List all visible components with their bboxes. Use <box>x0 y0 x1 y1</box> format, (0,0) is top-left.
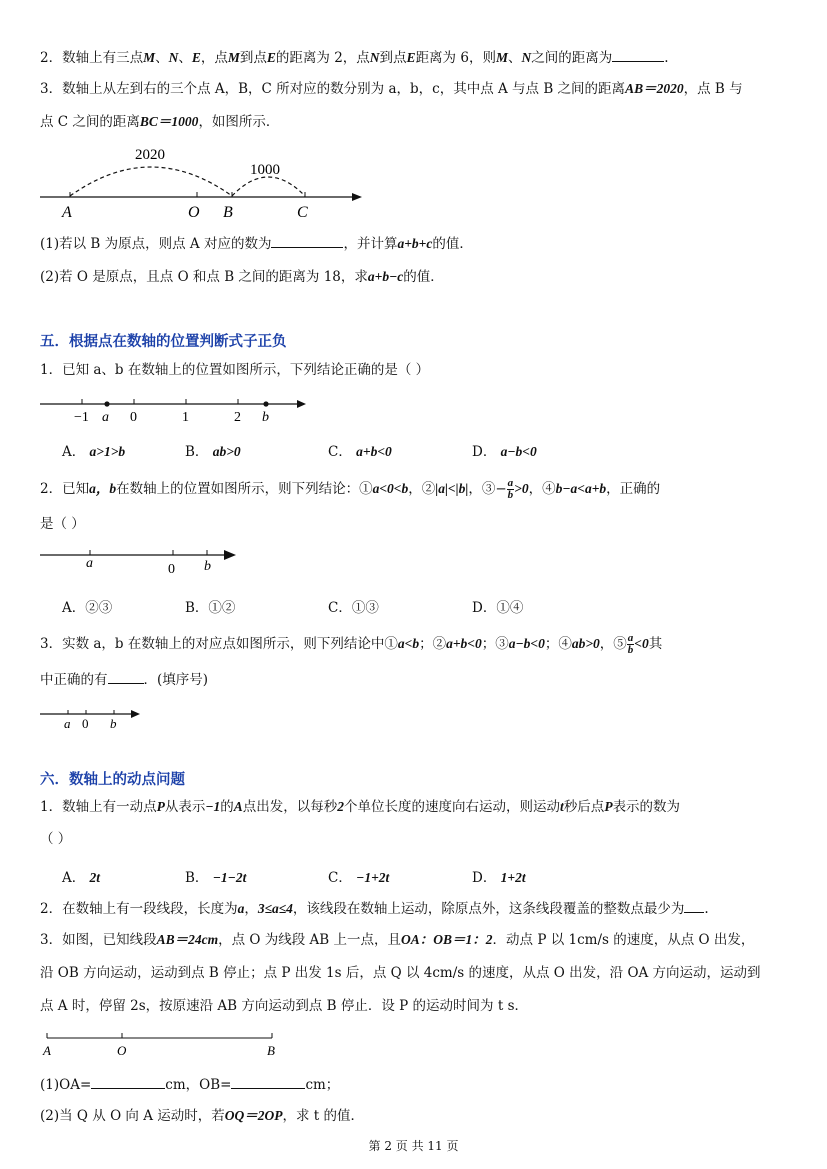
math: OQ＝2OP <box>224 1108 283 1123</box>
text: 距离为 6，则 <box>415 50 496 66</box>
number-line-figure-q2 <box>0 545 260 579</box>
s4-q2 <box>40 49 669 66</box>
point-b <box>263 401 268 406</box>
point-label: O <box>188 204 200 220</box>
s5-q2-option-b[interactable]: B．①② <box>185 600 236 616</box>
text: 在数轴上的位置如图所示，则下列结论： <box>116 481 360 497</box>
s6-q1-line2: （ ） <box>40 831 72 847</box>
math: BC＝1000 <box>139 114 199 129</box>
math: N <box>369 50 380 65</box>
tick-label: b <box>204 559 211 574</box>
math: a+b−c <box>367 269 404 284</box>
math: N <box>521 50 532 65</box>
tick-label: 0 <box>130 410 137 425</box>
text: ，④ <box>528 481 556 497</box>
text: 3．如图，已知线段 <box>40 932 157 948</box>
tick-label: 1 <box>182 410 189 425</box>
s5-q2-option-a[interactable]: A．②③ <box>62 600 113 616</box>
s5-q3-line2 <box>40 671 208 688</box>
text: (1)若以 B 为原点，则点 A 对应的数为 <box>40 236 272 252</box>
math: |a|<|b| <box>435 481 469 496</box>
text: D． <box>472 870 497 886</box>
math: a>1>b <box>89 444 126 459</box>
s4-q3-line1 <box>40 81 743 97</box>
text: 2．数轴上有三点 <box>40 50 144 66</box>
math: M <box>227 50 240 65</box>
text: 3．实数 a，b 在数轴上的对应点如图所示，则下列结论中① <box>40 636 398 652</box>
point-label: B <box>223 204 233 220</box>
tick-label: a <box>86 556 93 571</box>
text: ，点 O 为线段 AB 上一点，且 <box>218 932 402 948</box>
s6-q3-line1 <box>40 932 754 948</box>
text: (1)OA= <box>40 1077 92 1093</box>
answer-blank[interactable] <box>91 1076 165 1089</box>
text: cm，OB= <box>165 1077 232 1093</box>
text: 个单位长度的速度向右运动，则运动 <box>344 799 561 815</box>
text: (2)当 Q 从 O 向 A 运动时，若 <box>40 1108 225 1124</box>
answer-blank[interactable] <box>108 671 144 684</box>
text: ，如图所示． <box>198 114 280 130</box>
text: C． <box>328 444 352 460</box>
math: M <box>495 50 508 65</box>
math: AB＝24cm <box>156 932 219 947</box>
s5-q3-stem <box>40 633 662 656</box>
s5-q2-option-c[interactable]: C．①③ <box>328 600 379 616</box>
s6-q1-stem <box>40 799 680 815</box>
text: ，点 B 与 <box>683 81 743 97</box>
text: cm； <box>305 1077 340 1093</box>
s6-q1-option-d[interactable] <box>472 866 526 886</box>
point-label: B <box>267 1043 275 1058</box>
tick-label: b <box>262 410 269 425</box>
tick-label: 0 <box>82 716 89 731</box>
text: 秒后点 <box>563 799 605 815</box>
text: 、 <box>155 50 169 66</box>
tick-label: 0 <box>168 562 175 577</box>
text: (2)若 O 是原点，且点 O 和点 B 之间的距离为 18，求 <box>40 269 368 285</box>
text: ，③− <box>468 481 507 497</box>
text: A． <box>62 870 86 886</box>
text: 2．已知 <box>40 481 90 497</box>
arc-ab <box>70 167 232 196</box>
text: ，正确的 <box>606 481 661 497</box>
text: 的值． <box>432 236 473 252</box>
math: E <box>191 50 201 65</box>
s6-q1-option-c[interactable] <box>328 866 389 886</box>
text: ，⑤ <box>599 636 627 652</box>
page-footer: 第 2 页 共 11 页 <box>368 1139 459 1153</box>
math: a<0<b <box>372 481 409 496</box>
math: ab>0 <box>212 444 241 459</box>
text: 点 C 之间的距离 <box>40 114 140 130</box>
axis-arrow-icon <box>352 193 362 201</box>
text: 表示的数为 <box>612 799 681 815</box>
text: . <box>664 50 669 66</box>
s6-q2-stem <box>40 900 709 917</box>
math: A <box>233 799 243 814</box>
math: 1+2t <box>500 870 526 885</box>
point-label: C <box>297 204 308 220</box>
text: ；③ <box>481 636 509 652</box>
section-6-title: 六．数轴上的动点问题 <box>40 772 185 788</box>
s5-q2-line2: 是（ ） <box>40 516 85 532</box>
text: ，该线段在数轴上运动，除原点外，这条线段覆盖的整数点最少为 <box>292 901 685 917</box>
s6-q3-line3: 点 A 时，停留 2s，按原速沿 AB 方向运动到点 B 停止．设 P 的运动时间为 t s． <box>40 998 528 1014</box>
point-label: A <box>43 1043 51 1058</box>
math: t <box>560 799 564 814</box>
text: ；④ <box>544 636 572 652</box>
math: a−b<0 <box>508 636 545 651</box>
text: ，② <box>408 481 436 497</box>
s6-q1-option-a[interactable] <box>62 866 100 886</box>
text: 其 <box>648 636 663 652</box>
text: 的距离为 2，点 <box>275 50 370 66</box>
math: b−a<a+b <box>555 481 607 496</box>
math: a <box>237 901 245 916</box>
axis-arrow-icon <box>297 400 306 408</box>
text: 中正确的有 <box>40 672 108 688</box>
text: D． <box>472 444 497 460</box>
text: 2．在数轴上有一段线段，长度为 <box>40 901 238 917</box>
math: AB＝2020 <box>625 81 684 96</box>
answer-blank[interactable] <box>271 235 343 248</box>
segment-figure-aob <box>0 1028 300 1062</box>
text: ， <box>244 901 258 917</box>
arc-bc <box>232 177 305 196</box>
text: ，求 t 的值． <box>282 1108 365 1124</box>
text: 之间的距离为 <box>531 50 613 66</box>
text: 到点 <box>239 50 267 66</box>
s6-q3-line2: 沿 OB 方向运动，运动到点 B 停止；点 P 出发 1s 后，点 Q 以 4cm/s 的速度，从点 O 出发，沿 OA 方向运动，运动到 <box>40 965 761 981</box>
text: ．(填序号) <box>143 672 209 688</box>
text: 、 <box>178 50 192 66</box>
number-line-figure-q3 <box>0 705 160 733</box>
fraction-denominator: b <box>627 644 634 656</box>
math: P <box>604 799 613 814</box>
text: ① <box>359 481 373 497</box>
math: 2 <box>337 799 345 814</box>
tick-label: a <box>102 410 109 425</box>
axis-arrow-icon <box>131 710 140 718</box>
math: a，b <box>89 481 117 496</box>
section-5-title: 五．根据点在数轴的位置判断式子正负 <box>40 334 287 350</box>
tick-label: 2 <box>234 410 241 425</box>
point-label: A <box>62 204 72 220</box>
math: 2t <box>89 870 101 885</box>
s4-q3-part2 <box>40 269 444 285</box>
text: 的值． <box>403 269 444 285</box>
math: M <box>143 50 156 65</box>
number-line-figure-q1 <box>0 390 320 426</box>
math: 3≤a≤4 <box>257 901 293 916</box>
math: a−b<0 <box>500 444 537 459</box>
answer-blank[interactable] <box>231 1076 305 1089</box>
s6-q3-part2 <box>40 1108 364 1124</box>
tick-label: b <box>110 716 117 731</box>
distance-bc-label: 1000 <box>250 162 280 178</box>
s5-q1-option-c[interactable] <box>328 440 392 460</box>
point-a <box>104 401 109 406</box>
math: P <box>156 799 165 814</box>
text: A． <box>62 444 86 460</box>
fraction-denominator: b <box>507 489 514 501</box>
math: a<b <box>397 636 420 651</box>
distance-ab-label: 2020 <box>135 147 165 163</box>
text: 点出发，以每秒 <box>242 799 338 815</box>
point-label: O <box>117 1043 127 1058</box>
s5-q1-option-a[interactable] <box>62 440 125 460</box>
answer-blank[interactable] <box>612 49 664 62</box>
text: ，并计算 <box>343 236 398 252</box>
text: ；② <box>419 636 447 652</box>
s5-q2-option-d[interactable]: D．①④ <box>472 600 524 616</box>
text: B． <box>185 870 209 886</box>
math: −1−2t <box>212 870 247 885</box>
text: . <box>704 901 709 917</box>
s6-q1-option-b[interactable] <box>185 866 246 886</box>
s5-q1-option-d[interactable] <box>472 440 537 460</box>
math: −1+2t <box>356 870 390 885</box>
text: 的 <box>220 799 234 815</box>
math: <0 <box>634 636 649 651</box>
text: 1．数轴上有一动点 <box>40 799 157 815</box>
text: 从表示 <box>164 799 206 815</box>
s5-q1-stem: 1．已知 a、b 在数轴上的位置如图所示，下列结论正确的是（ ） <box>40 362 430 378</box>
math: a+b<0 <box>356 444 392 459</box>
math: N <box>168 50 179 65</box>
math: a+b<0 <box>446 636 482 651</box>
tick-label: a <box>64 716 71 731</box>
text: 到点 <box>379 50 407 66</box>
s4-q3-part1 <box>40 235 473 252</box>
math: ab>0 <box>571 636 600 651</box>
number-line-figure-abc <box>0 140 380 220</box>
math: E <box>266 50 276 65</box>
text: B． <box>185 444 209 460</box>
s4-q3-line2 <box>40 114 279 130</box>
s5-q2-stem <box>40 478 660 501</box>
s5-q1-option-b[interactable] <box>185 440 241 460</box>
fraction-numerator: a <box>627 632 634 644</box>
math: E <box>406 50 416 65</box>
tick-label: −1 <box>74 410 89 425</box>
text: ．动点 P 以 1cm/s 的速度，从点 O 出发， <box>492 932 755 948</box>
math: OA：OB＝1：2 <box>401 932 493 947</box>
math: >0 <box>514 481 529 496</box>
math: a+b+c <box>397 236 433 251</box>
fraction-numerator: a <box>507 477 514 489</box>
text: ，点 <box>200 50 228 66</box>
answer-blank[interactable] <box>684 900 704 913</box>
text: 3．数轴上从左到右的三个点 A，B，C 所对应的数分别为 a，b，c，其中点 A 与点 B 之间的距离 <box>40 81 626 97</box>
text: 、 <box>507 50 522 66</box>
s6-q3-part1 <box>40 1076 339 1093</box>
text: C． <box>328 870 352 886</box>
axis-arrow-icon <box>224 550 236 560</box>
math: −1 <box>205 799 221 814</box>
